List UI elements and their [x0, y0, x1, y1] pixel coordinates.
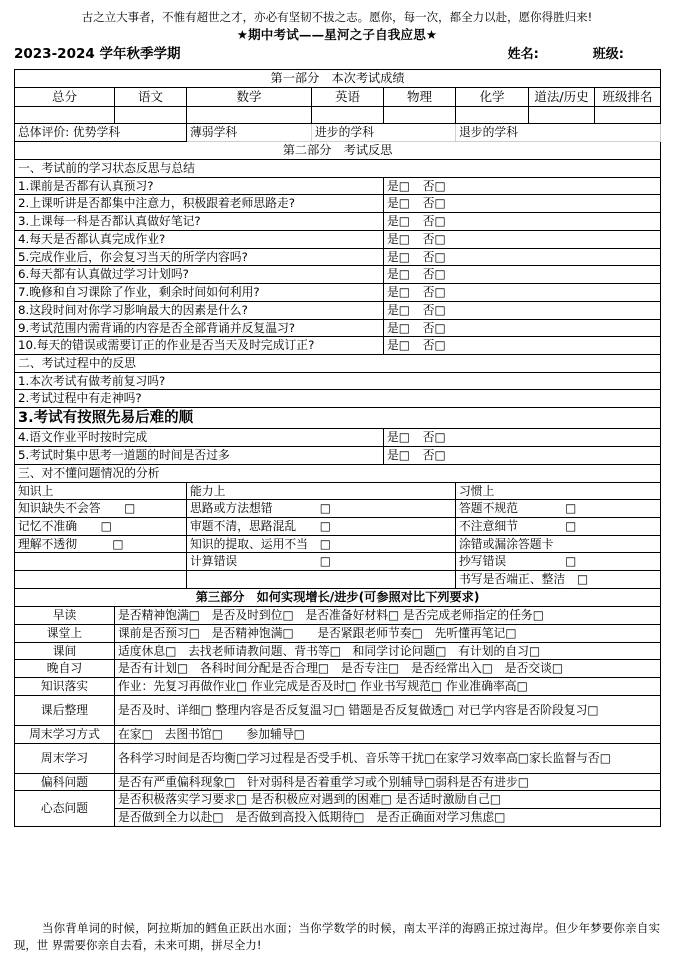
document-meta-row [14, 44, 660, 69]
q3-no-checkbox[interactable]: 否□ [422, 214, 446, 229]
q10-yes-checkbox[interactable]: 是□ [387, 338, 410, 353]
g3-habit-5[interactable]: 书写是否端正、整洁 □ [456, 571, 661, 589]
q7-no-checkbox[interactable]: 否□ [422, 285, 446, 300]
student-name-label: 姓名: [507, 47, 539, 63]
document-subtitle: ★期中考试——星河之子自我应思★ [236, 26, 438, 42]
overall-evaluation-row [15, 123, 661, 141]
p3-row [15, 642, 661, 660]
grade-col-chemistry: 化学 [456, 88, 529, 107]
g2-q2-text: 2.考试过程中有走神吗? [15, 390, 661, 408]
p3-content-weekend-study[interactable]: 各科学习时间是否均衡□学习过程是否受手机、音乐等干扰□在家学习效率高□家长监督与否□ [115, 743, 661, 773]
overall-eval-strong-text[interactable]: 优势学科 [72, 124, 121, 139]
q5-text: 5.完成作业后，你会复习当天的所学内容吗? [15, 248, 384, 266]
p3-label-weekend-method: 周末学习方式 [15, 725, 115, 743]
part3-title-row [15, 588, 661, 606]
p3-content-between-class[interactable]: 适度休息□ 去找老师请教问题、背书等□ 和同学讨论问题□ 有计划的自习□ [115, 642, 661, 660]
g3-knowledge-4 [15, 553, 187, 571]
q6-yes-checkbox[interactable]: 是□ [387, 267, 410, 282]
p3-label-evening-study: 晚自习 [15, 660, 115, 678]
grade-col-total: 总分 [15, 88, 115, 107]
q6-answers[interactable] [384, 266, 661, 284]
q8-answers[interactable] [384, 301, 661, 319]
q4-yes-checkbox[interactable]: 是□ [387, 231, 410, 246]
overall-eval-label: 总体评价: [18, 124, 70, 139]
g3-ability-1[interactable]: 思路或方法想错 □ [187, 500, 456, 518]
g3-row [15, 500, 661, 518]
g2-q5-text: 5.考试时集中思考一道题的时间是否过多 [15, 447, 384, 465]
p3-content-evening-study[interactable]: 是否有计划□ 各科时间分配是否合理□ 是否专注□ 是否经常出入□ 是否交谈□ [115, 660, 661, 678]
p3-label-in-class: 课堂上 [15, 624, 115, 642]
q-row [15, 213, 661, 231]
g3-col-ability: 能力上 [187, 482, 456, 500]
grade-value-row [15, 106, 661, 123]
q9-yes-checkbox[interactable]: 是□ [387, 320, 410, 335]
grade-header-row [15, 88, 661, 107]
q1-text: 1.课前是否都有认真预习? [15, 177, 384, 195]
grade-value-english[interactable] [312, 106, 384, 123]
q-row [15, 266, 661, 284]
p3-content-weekend-method[interactable]: 在家□ 去图书馆□ 参加辅导□ [115, 725, 661, 743]
q5-answers[interactable] [384, 248, 661, 266]
g2-q1-text: 1.本次考试有做考前复习吗? [15, 372, 661, 390]
q10-answers[interactable] [384, 337, 661, 355]
q7-answers[interactable] [384, 284, 661, 302]
g3-knowledge-2[interactable]: 记忆不准确 □ [15, 518, 187, 536]
q-row [15, 195, 661, 213]
q7-yes-checkbox[interactable]: 是□ [387, 285, 410, 300]
q-row [15, 177, 661, 195]
q-row [15, 319, 661, 337]
p3-content-knowledge-practice[interactable]: 作业：先复习再做作业□ 作业完成是否及时□ 作业书写规范□ 作业准确率高□ [115, 678, 661, 696]
q9-answers[interactable] [384, 319, 661, 337]
grade-col-politics-history: 道法/历史 [529, 88, 595, 107]
q3-text: 3.上课每一科是否都认真做好笔记? [15, 213, 384, 231]
student-class-label: 班级: [592, 47, 624, 63]
part1-title: 第一部分 本次考试成绩 [15, 70, 661, 88]
q1-answers[interactable] [384, 177, 661, 195]
p3-row [15, 743, 661, 773]
group1-heading: 一、考试前的学习状态反思与总结 [15, 159, 661, 177]
g3-row [15, 553, 661, 571]
q10-text: 10.每天的错误或需要订正的作业是否当天及时完成订正? [15, 337, 384, 355]
q1-no-checkbox[interactable]: 否□ [422, 178, 446, 193]
q9-no-checkbox[interactable]: 否□ [422, 320, 446, 335]
overall-eval-declined[interactable]: 退步的学科 [456, 123, 661, 141]
p3-label-between-class: 课间 [15, 642, 115, 660]
q1-yes-checkbox[interactable]: 是□ [387, 178, 410, 193]
g3-knowledge-5 [15, 571, 187, 589]
footer-quote: 当你背单词的时候，阿拉斯加的鳕鱼正跃出水面；当你学数学的时候，南太平洋的海鸥正掠过海岸。但少年梦要你亲自实现，世 界需要你亲自去看，未来可期，拼尽全力! [14, 921, 660, 953]
overall-eval-strong [15, 123, 187, 141]
p3-label-knowledge-practice: 知识落实 [15, 678, 115, 696]
g2-q5-yes-checkbox[interactable]: 是□ [387, 448, 410, 463]
part1-title-row [15, 70, 661, 88]
group2-heading: 二、考试过程中的反思 [15, 355, 661, 373]
q5-yes-checkbox[interactable]: 是□ [387, 249, 410, 264]
g3-habit-2[interactable]: 不注意细节 □ [456, 518, 661, 536]
p3-content-mindset-2[interactable]: 是否做到全力以赴□ 是否做到高投入低期待□ 是否正确面对学习焦虑□ [115, 809, 661, 827]
grade-value-total[interactable] [15, 106, 115, 123]
p3-label-subject-imbalance: 偏科问题 [15, 773, 115, 791]
q2-yes-checkbox[interactable]: 是□ [387, 196, 410, 211]
g3-habit-3[interactable]: 涂错或漏涂答题卡 [456, 535, 661, 553]
q3-answers[interactable] [384, 213, 661, 231]
g2-row [15, 408, 661, 429]
g3-habit-4[interactable]: 抄写错误 □ [456, 553, 661, 571]
q-row [15, 337, 661, 355]
q2-text: 2.上课听讲是否都集中注意力，积极跟着老师思路走? [15, 195, 384, 213]
overall-eval-improved[interactable]: 进步的学科 [312, 123, 456, 141]
overall-eval-weak[interactable]: 薄弱学科 [187, 123, 312, 141]
q3-yes-checkbox[interactable]: 是□ [387, 214, 410, 229]
g2-row [15, 447, 661, 465]
p3-row [15, 624, 661, 642]
p3-content-after-class-review[interactable]: 是否及时、详细□ 整理内容是否反复温习□ 错题是否反复做透□ 对已学内容是否阶段复习□ [115, 695, 661, 725]
part2-title: 第二部分 考试反思 [15, 141, 661, 159]
q8-no-checkbox[interactable]: 否□ [422, 302, 446, 317]
q8-text: 8.这段时间对你学习影响最大的因素是什么? [15, 301, 384, 319]
grade-value-politics-history[interactable] [529, 106, 595, 123]
g3-ability-4[interactable]: 计算错误 □ [187, 553, 456, 571]
p3-row [15, 695, 661, 725]
g3-knowledge-3[interactable]: 理解不透彻 □ [15, 535, 187, 553]
grade-value-chinese[interactable] [115, 106, 187, 123]
p3-label-morning-reading: 早读 [15, 607, 115, 625]
g3-knowledge-1[interactable]: 知识缺失不会答 □ [15, 500, 187, 518]
q-row [15, 248, 661, 266]
motivational-quote: 古之立大事者，不惟有超世之才，亦必有坚韧不拔之志。愿你，每一次，都全力以赴，愿你得胜归来! [81, 10, 593, 24]
p3-content-morning-reading[interactable]: 是否精神饱满□ 是否及时到位□ 是否准备好材料□ 是否完成老师指定的任务□ [115, 607, 661, 625]
term-label: 2023-2024 学年秋季学期 [14, 46, 181, 63]
q-row [15, 284, 661, 302]
p3-row [15, 607, 661, 625]
g2-q4-text: 4.语文作业平时按时完成 [15, 429, 384, 447]
p3-label-after-class-review: 课后整理 [15, 695, 115, 725]
grade-col-english: 英语 [312, 88, 384, 107]
p3-row [15, 678, 661, 696]
p3-row [15, 773, 661, 791]
grade-col-chinese: 语文 [115, 88, 187, 107]
g2-q4-no-checkbox[interactable]: 否□ [422, 430, 446, 445]
grade-value-math[interactable] [187, 106, 312, 123]
g3-habit-1[interactable]: 答题不规范 □ [456, 500, 661, 518]
p3-content-in-class[interactable]: 课前是否预习□ 是否精神饱满□ 是否紧跟老师节奏□ 先听懂再笔记□ [115, 624, 661, 642]
q6-text: 6.每天都有认真做过学习计划吗? [15, 266, 384, 284]
p3-label-mindset: 心态问题 [15, 791, 115, 826]
g2-row [15, 372, 661, 390]
g2-q4-yes-checkbox[interactable]: 是□ [387, 430, 410, 445]
q5-no-checkbox[interactable]: 否□ [422, 249, 446, 264]
g3-ability-5 [187, 571, 456, 589]
q4-answers[interactable] [384, 230, 661, 248]
g3-ability-3[interactable]: 知识的提取、运用不当 □ [187, 535, 456, 553]
q7-text: 7.晚修和自习课除了作业，剩余时间如何利用? [15, 284, 384, 302]
g3-row [15, 535, 661, 553]
p3-content-mindset-1[interactable]: 是否积极落实学习要求□ 是否积极应对遇到的困难□ 是否适时激励自己□ [115, 791, 661, 809]
g3-ability-2[interactable]: 审题不清，思路混乱 □ [187, 518, 456, 536]
part2-group3-heading-row [15, 464, 661, 482]
q-row [15, 301, 661, 319]
p3-mindset-row-1 [15, 791, 661, 809]
p3-label-weekend-study: 周末学习 [15, 743, 115, 773]
group3-heading: 三、对不懂问题情况的分析 [15, 464, 661, 482]
grade-value-class-rank[interactable] [595, 106, 661, 123]
g2-q4-answers[interactable] [384, 429, 661, 447]
g3-head-row [15, 482, 661, 500]
g3-col-knowledge: 知识上 [15, 482, 187, 500]
q4-no-checkbox[interactable]: 否□ [422, 231, 446, 246]
grade-col-class-rank: 班级排名 [595, 88, 661, 107]
q2-no-checkbox[interactable]: 否□ [422, 196, 446, 211]
grade-value-physics[interactable] [384, 106, 456, 123]
q-row [15, 230, 661, 248]
q10-no-checkbox[interactable]: 否□ [422, 338, 446, 353]
part2-group1-heading-row [15, 159, 661, 177]
part2-title-row [15, 141, 661, 159]
q8-yes-checkbox[interactable]: 是□ [387, 302, 410, 317]
part2-group2-heading-row [15, 355, 661, 373]
q9-text: 9.考试范围内需背诵的内容是否全部背诵并反复温习? [15, 319, 384, 337]
g3-col-habit: 习惯上 [456, 482, 661, 500]
g3-row [15, 571, 661, 589]
g2-row [15, 390, 661, 408]
q4-text: 4.每天是否都认真完成作业? [15, 230, 384, 248]
q2-answers[interactable] [384, 195, 661, 213]
g2-q5-answers[interactable] [384, 447, 661, 465]
part3-title: 第三部分 如何实现增长/进步(可参照对比下列要求) [15, 588, 661, 606]
g2-q3-text: 3.考试有按照先易后难的顺 [15, 408, 661, 429]
grade-col-physics: 物理 [384, 88, 456, 107]
p3-row [15, 725, 661, 743]
grade-col-math: 数学 [187, 88, 312, 107]
g2-q5-no-checkbox[interactable]: 否□ [422, 448, 446, 463]
p3-content-subject-imbalance[interactable]: 是否有严重偏科现象□ 针对弱科是否着重学习或个别辅导□弱科是否有进步□ [115, 773, 661, 791]
reflection-form-table [14, 69, 661, 827]
p3-row [15, 660, 661, 678]
g2-row [15, 429, 661, 447]
grade-value-chemistry[interactable] [456, 106, 529, 123]
q6-no-checkbox[interactable]: 否□ [422, 267, 446, 282]
g3-row [15, 518, 661, 536]
